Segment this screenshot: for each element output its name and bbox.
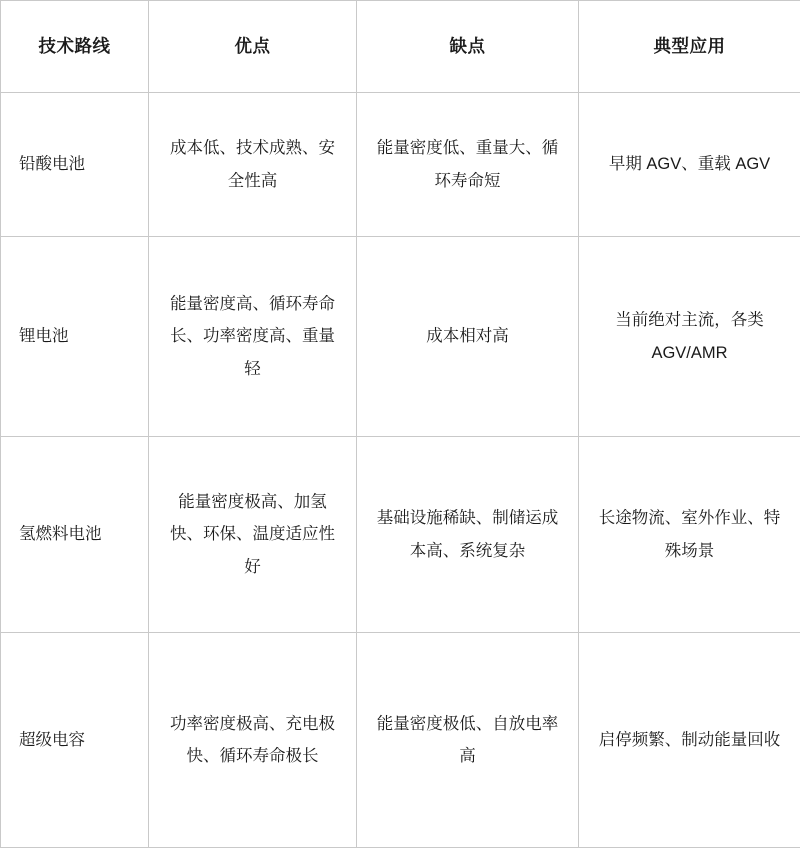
cell-route: 超级电容 bbox=[1, 633, 149, 848]
cell-pros: 能量密度高、循环寿命长、功率密度高、重量轻 bbox=[149, 237, 357, 437]
cell-cons: 基础设施稀缺、制储运成本高、系统复杂 bbox=[357, 437, 579, 633]
cell-cons: 成本相对高 bbox=[357, 237, 579, 437]
cell-pros: 能量密度极高、加氢快、环保、温度适应性好 bbox=[149, 437, 357, 633]
column-header-applications: 典型应用 bbox=[579, 1, 800, 93]
cell-applications: 早期 AGV、重载 AGV bbox=[579, 93, 800, 237]
cell-route: 锂电池 bbox=[1, 237, 149, 437]
table-row bbox=[1, 93, 800, 237]
cell-applications: 启停频繁、制动能量回收 bbox=[579, 633, 800, 848]
table-row bbox=[1, 237, 800, 437]
cell-applications: 当前绝对主流，各类 AGV/AMR bbox=[579, 237, 800, 437]
cell-applications: 长途物流、室外作业、特殊场景 bbox=[579, 437, 800, 633]
table-header bbox=[1, 1, 800, 93]
column-header-route: 技术路线 bbox=[1, 1, 149, 93]
cell-pros: 功率密度极高、充电极快、循环寿命极长 bbox=[149, 633, 357, 848]
cell-cons: 能量密度极低、自放电率高 bbox=[357, 633, 579, 848]
column-header-cons: 缺点 bbox=[357, 1, 579, 93]
column-header-pros: 优点 bbox=[149, 1, 357, 93]
cell-pros: 成本低、技术成熟、安全性高 bbox=[149, 93, 357, 237]
cell-route: 氢燃料电池 bbox=[1, 437, 149, 633]
header-row bbox=[1, 1, 800, 93]
cell-cons: 能量密度低、重量大、循环寿命短 bbox=[357, 93, 579, 237]
table-body bbox=[1, 93, 800, 848]
cell-route: 铅酸电池 bbox=[1, 93, 149, 237]
table-row bbox=[1, 633, 800, 848]
table-row bbox=[1, 437, 800, 633]
